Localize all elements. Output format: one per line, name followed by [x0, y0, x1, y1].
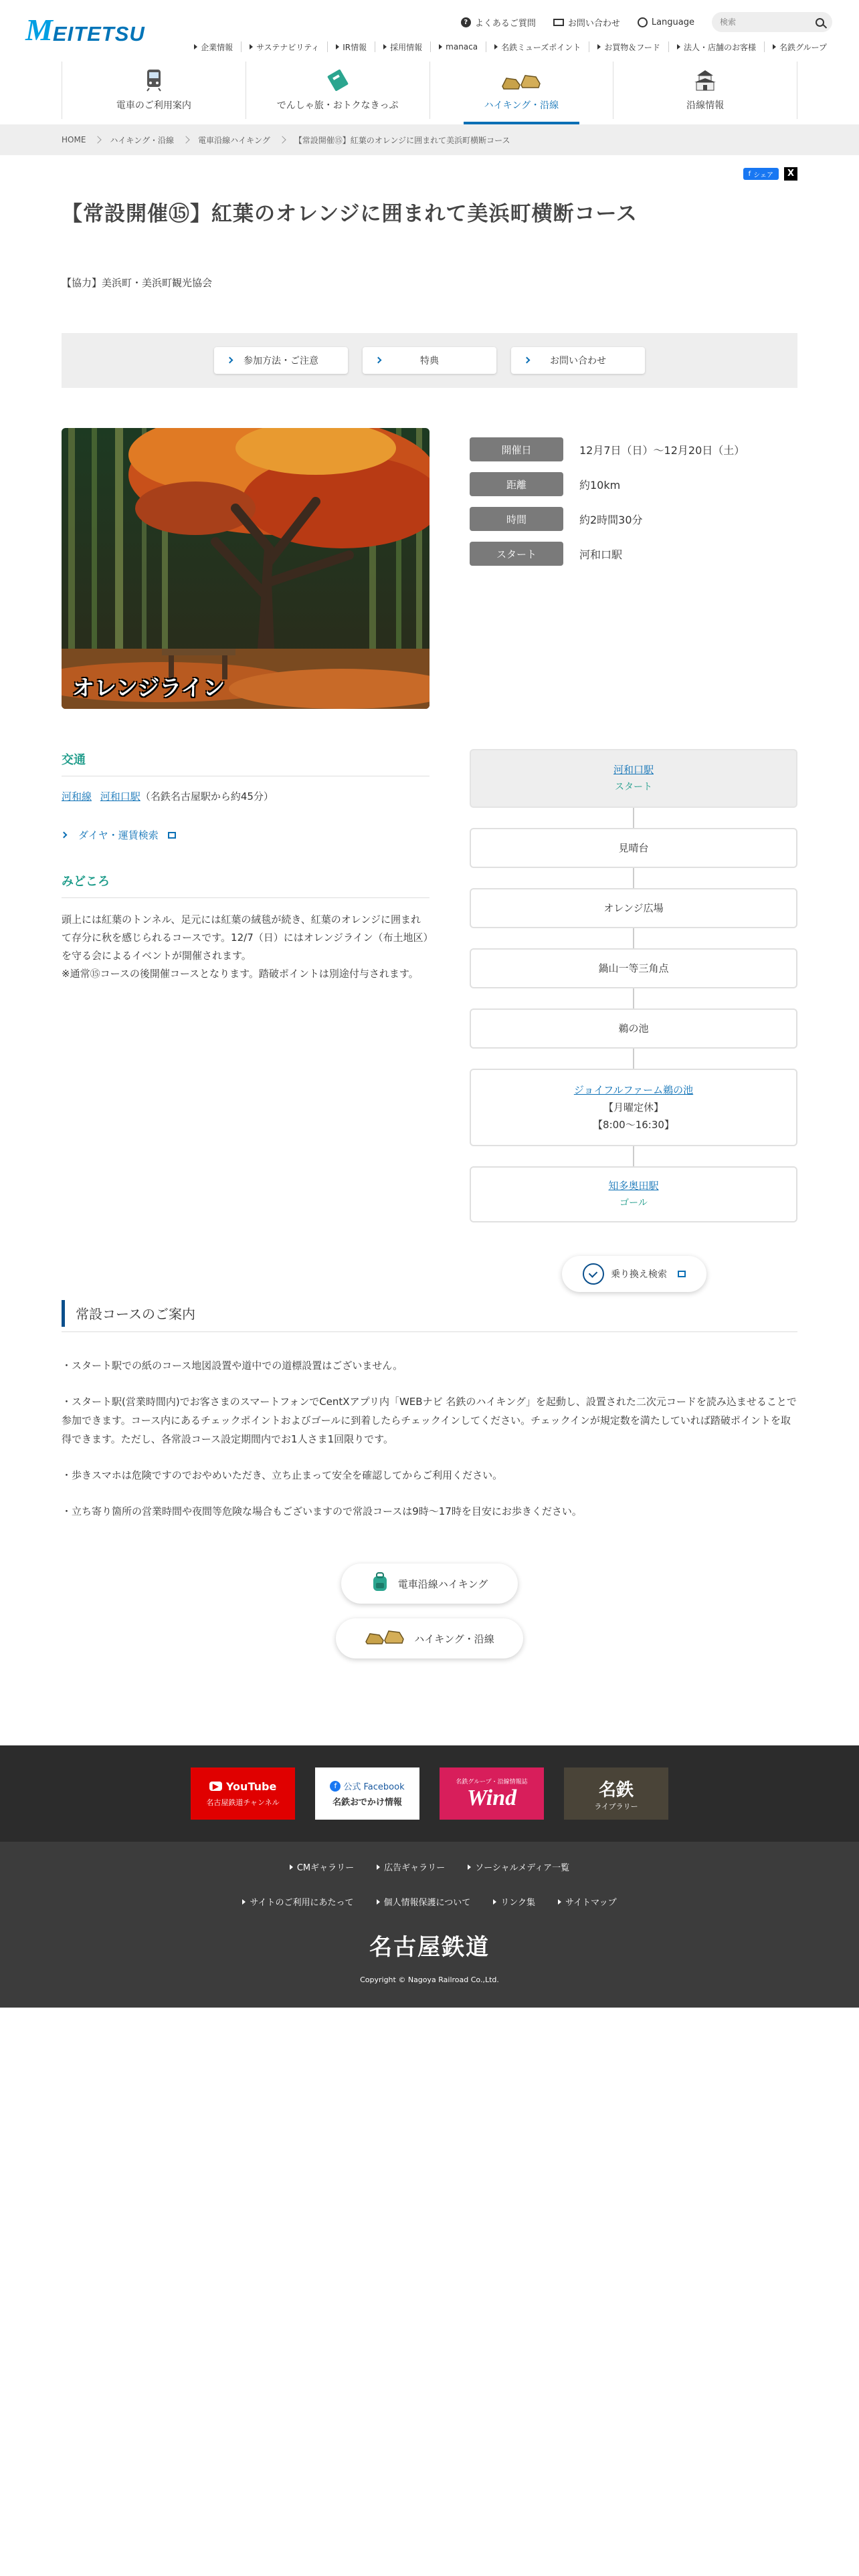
search-input[interactable]: [720, 17, 807, 27]
sublink-recruit[interactable]: 採用情報: [375, 41, 430, 52]
route-connector: [633, 928, 634, 948]
chevron-right-icon: [227, 357, 233, 364]
share-buttons: [743, 167, 797, 181]
backpack-icon: [371, 1572, 389, 1595]
facebook-icon: f: [330, 1781, 341, 1792]
wind-banner[interactable]: 名鉄グループ・沿線情報誌 Wind: [440, 1767, 544, 1820]
youtube-play-icon: ▶: [209, 1782, 222, 1791]
triangle-icon: [494, 44, 498, 49]
x-share-button[interactable]: X: [784, 167, 797, 181]
route-goal-link[interactable]: 知多奥田駅: [608, 1180, 659, 1192]
hiking-shoes-icon: [365, 1628, 405, 1648]
triangle-icon: [468, 1864, 471, 1870]
triangle-icon: [242, 1899, 246, 1905]
search-box: [712, 12, 832, 32]
triangle-icon: [773, 44, 776, 49]
route-point-farm: ジョイフルファーム鵜の池 【月曜定休】 【8:00～16:30】: [470, 1069, 797, 1146]
clock-icon: [583, 1263, 604, 1285]
gnav-hiking[interactable]: ハイキング・沿線: [430, 62, 613, 119]
access-text: 河和線 河和口駅（名鉄名古屋駅から約45分）: [62, 790, 274, 802]
search-icon[interactable]: [816, 18, 824, 27]
footer-banners: [0, 1745, 859, 1842]
youtube-banner[interactable]: ▶ YouTube 名古屋鉄道チャンネル: [191, 1767, 295, 1820]
route-goal: 知多奥田駅 ゴール: [470, 1166, 797, 1222]
tab-participation[interactable]: 参加方法・ご注意: [214, 347, 348, 374]
info-row-time: 時間 約2時間30分: [470, 507, 797, 531]
gnav-tickets[interactable]: でんしゃ旅・おトクなきっぷ: [246, 62, 430, 119]
triangle-icon: [194, 44, 197, 49]
hiking-area-button[interactable]: ハイキング・沿線: [336, 1618, 523, 1658]
global-nav: [62, 62, 797, 119]
course-photo: [62, 428, 430, 709]
footer-links: [0, 1842, 859, 2008]
route-connector: [633, 988, 634, 1008]
site-header: [0, 0, 859, 124]
question-icon: ?: [461, 17, 471, 27]
triangle-icon: [377, 1899, 380, 1905]
triangle-icon: [383, 44, 387, 49]
route-point: 見晴台: [470, 828, 797, 868]
castle-icon: [692, 69, 719, 92]
breadcrumb-hiking[interactable]: ハイキング・沿線: [110, 135, 175, 145]
station-link[interactable]: 河和口駅: [100, 790, 140, 802]
route-farm-link[interactable]: ジョイフルファーム鵜の池: [573, 1084, 694, 1096]
triangle-icon: [439, 44, 442, 49]
faq-link[interactable]: ? よくあるご質問: [461, 16, 536, 29]
timetable-search-link[interactable]: ダイヤ・運賃検索: [62, 828, 176, 842]
route-point: 鵜の池: [470, 1008, 797, 1049]
transfer-search-button[interactable]: 乗り換え検索: [562, 1256, 706, 1292]
page-title: 【常設開催⑮】紅葉のオレンジに囲まれて美浜町横断コース: [62, 202, 638, 226]
triangle-icon: [597, 44, 601, 49]
sublink-sustainability[interactable]: サステナビリティ: [241, 41, 327, 52]
tab-contact[interactable]: お問い合わせ: [511, 347, 645, 374]
breadcrumb-train-hiking[interactable]: 電車沿線ハイキング: [198, 135, 270, 145]
meitetsu-logo[interactable]: M EITETSU: [25, 13, 145, 47]
footer-link-social-media[interactable]: ソーシャルメディア一覧: [468, 1860, 569, 1873]
corporate-links: [186, 41, 835, 52]
info-row-date: 開催日 12月7日（日）～12月20日（土）: [470, 437, 797, 461]
sublink-manaca[interactable]: manaca: [430, 41, 486, 52]
globe-icon: [638, 17, 648, 27]
route-connector: [633, 808, 634, 828]
highlights-text: 頭上には紅葉のトンネル、足元には紅葉の絨毯が続き、紅葉のオレンジに囲まれて存分に秋を感じられるコースです。12/7（日）にはオレンジライン（布土地区）を守る会によるイベントが開催されます。 ※通常⑮コースの後開催コースとなります。踏破ポイントは別途付与されます。: [62, 914, 429, 980]
anchor-tabs: [62, 333, 797, 388]
route-connector: [633, 1049, 634, 1069]
meitetsu-library-banner[interactable]: 名鉄 ライブラリー: [564, 1767, 668, 1820]
highlights-heading: みどころ: [62, 872, 430, 898]
triangle-icon: [558, 1899, 561, 1905]
chevron-right-icon: [182, 136, 189, 143]
notice-heading: 常設コースのご案内: [62, 1295, 797, 1332]
triangle-icon: [493, 1899, 496, 1905]
chevron-right-icon: [61, 832, 68, 839]
footer-link-links[interactable]: リンク集: [493, 1895, 535, 1908]
gnav-area-info[interactable]: 沿線情報: [613, 62, 797, 119]
footer-link-cm-gallery[interactable]: CMギャラリー: [290, 1860, 354, 1873]
triangle-icon: [250, 44, 253, 49]
facebook-icon: f: [748, 170, 751, 178]
utility-nav: [461, 12, 832, 32]
autumn-forest-image: [62, 428, 430, 709]
photo-caption: オレンジライン: [72, 675, 225, 701]
triangle-icon: [377, 1864, 380, 1870]
language-link[interactable]: Language: [638, 17, 694, 27]
chevron-right-icon: [278, 136, 286, 143]
access-heading: 交通: [62, 750, 430, 776]
sublink-muse-point[interactable]: 名鉄ミューズポイント: [486, 41, 589, 52]
sublink-shopping[interactable]: お買物＆フード: [589, 41, 668, 52]
facebook-share-button[interactable]: f シェア: [743, 168, 779, 180]
sublink-group[interactable]: 名鉄グループ: [764, 41, 835, 52]
triangle-icon: [677, 44, 680, 49]
info-row-distance: 距離 約10km: [470, 472, 797, 496]
train-icon: [146, 69, 162, 92]
mail-icon: [553, 19, 564, 26]
route-point: オレンジ広場: [470, 888, 797, 928]
route-start-link[interactable]: 河和口駅: [613, 764, 654, 776]
footer-link-privacy[interactable]: 個人情報保護について: [377, 1895, 471, 1908]
sublink-business[interactable]: 法人・店舗のお客様: [668, 41, 764, 52]
breadcrumb-home[interactable]: HOME: [62, 135, 86, 144]
train-hiking-button[interactable]: 電車沿線ハイキング: [341, 1564, 518, 1604]
chevron-right-icon: [524, 357, 531, 364]
ticket-icon: [326, 69, 349, 92]
chevron-right-icon: [94, 136, 102, 143]
triangle-icon: [336, 44, 339, 49]
course-route: [470, 749, 797, 1222]
external-link-icon: [168, 832, 176, 839]
footer-link-ad-gallery[interactable]: 広告ギャラリー: [377, 1860, 445, 1873]
course-info-table: [470, 437, 797, 576]
external-link-icon: [678, 1271, 686, 1277]
sublink-ir[interactable]: IR情報: [327, 41, 375, 52]
contact-link[interactable]: お問い合わせ: [553, 16, 620, 29]
info-row-start: スタート 河和口駅: [470, 542, 797, 566]
notice-body: ・スタート駅での紙のコース地図設置や道中での道標設置はございません。 ・スタート駅(営業時間内)でお客さまのスマートフォンでCentXアプリ内「WEBナビ 名鉄のハイキング」を起動し、設置された二次元コードを読み込ませることで参加できます。コース内にあるチェックポイントおよびゴールに到着したらチェックインしてください。チェックインが規定数を満たしていれば踏破ポイントを取得できます。ただし、各常設コース設定期間内でお1人さま1回限りです。 ・歩きスマホは危険ですのでおやめいただき、立ち止まって安全を確認してからご利用ください。 ・立ち寄り箇所の営業時間や夜間等危険な場合もございますので常設コースは9時～17時を目安にお歩きください。: [62, 1360, 797, 1517]
gnav-train-guide[interactable]: 電車のご利用案内: [62, 62, 246, 119]
route-connector: [633, 1146, 634, 1166]
triangle-icon: [290, 1864, 293, 1870]
hiking-shoes-icon: [501, 69, 541, 92]
breadcrumb: [0, 124, 859, 155]
route-point: 鍋山一等三角点: [470, 948, 797, 988]
sublink-corporate[interactable]: 企業情報: [186, 41, 241, 52]
footer-link-terms[interactable]: サイトのご利用にあたって: [242, 1895, 353, 1908]
cooperation-text: 【協力】美浜町・美浜町観光協会: [62, 277, 213, 289]
chevron-right-icon: [375, 357, 382, 364]
breadcrumb-current: 【常設開催⑮】紅葉のオレンジに囲まれて美浜町横断コース: [294, 135, 510, 145]
line-link[interactable]: 河和線: [62, 790, 92, 802]
footer-brand-logo[interactable]: 名古屋鉄道: [369, 1934, 490, 1961]
tab-benefits[interactable]: 特典: [363, 347, 496, 374]
route-start: 河和口駅 スタート: [470, 749, 797, 808]
copyright: Copyright © Nagoya Railroad Co.,Ltd.: [360, 1975, 499, 1984]
route-connector: [633, 868, 634, 888]
facebook-banner[interactable]: f 公式 Facebook 名鉄おでかけ情報: [315, 1767, 419, 1820]
footer-link-sitemap[interactable]: サイトマップ: [558, 1895, 617, 1908]
